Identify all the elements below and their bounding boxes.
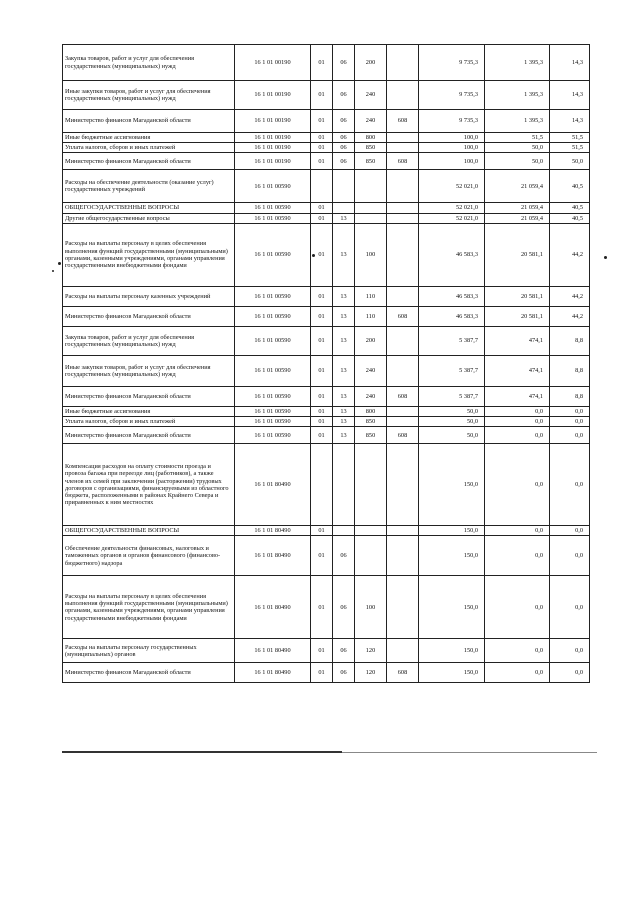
row-target-article: 16 1 01 00190	[235, 153, 311, 170]
row-planned-amount: 9 735,3	[419, 110, 485, 133]
row-subsection: 06	[333, 639, 355, 663]
row-target-article: 16 1 01 80490	[235, 444, 311, 526]
row-subsection: 06	[333, 133, 355, 143]
row-executed-amount: 0,0	[485, 576, 550, 639]
row-target-article: 16 1 01 00590	[235, 203, 311, 213]
row-target-article: 16 1 01 80490	[235, 536, 311, 576]
row-chief-administrator	[387, 45, 419, 81]
row-section: 01	[311, 427, 333, 444]
row-target-article: 16 1 01 00190	[235, 81, 311, 110]
row-execution-percent: 0,0	[550, 536, 590, 576]
row-subsection: 13	[333, 326, 355, 355]
row-subsection: 13	[333, 417, 355, 427]
row-target-article: 16 1 01 80490	[235, 576, 311, 639]
row-planned-amount: 52 021,0	[419, 203, 485, 213]
row-name: Министерство финансов Магаданской области	[63, 663, 235, 683]
scan-speck-left-2	[52, 270, 54, 272]
row-section: 01	[311, 110, 333, 133]
row-expense-type	[355, 213, 387, 223]
row-executed-amount: 1 395,3	[485, 81, 550, 110]
row-section: 01	[311, 355, 333, 386]
row-subsection: 13	[333, 286, 355, 306]
row-executed-amount: 474,1	[485, 326, 550, 355]
row-section	[311, 444, 333, 526]
row-executed-amount: 0,0	[485, 639, 550, 663]
row-chief-administrator	[387, 355, 419, 386]
row-execution-percent: 44,2	[550, 306, 590, 326]
row-target-article: 16 1 01 00590	[235, 427, 311, 444]
row-planned-amount: 9 735,3	[419, 81, 485, 110]
row-planned-amount: 50,0	[419, 406, 485, 416]
row-planned-amount: 5 387,7	[419, 386, 485, 406]
row-target-article: 16 1 01 00590	[235, 286, 311, 306]
row-section: 01	[311, 45, 333, 81]
row-chief-administrator	[387, 223, 419, 286]
row-chief-administrator	[387, 170, 419, 203]
row-executed-amount: 20 581,1	[485, 223, 550, 286]
row-expense-type: 120	[355, 639, 387, 663]
row-chief-administrator: 608	[387, 427, 419, 444]
row-expense-type: 110	[355, 306, 387, 326]
row-target-article: 16 1 01 00190	[235, 110, 311, 133]
row-expense-type: 800	[355, 133, 387, 143]
table-row	[63, 203, 590, 213]
row-execution-percent: 0,0	[550, 406, 590, 416]
table-row	[63, 213, 590, 223]
row-planned-amount: 150,0	[419, 536, 485, 576]
row-name: ОБЩЕГОСУДАРСТВЕННЫЕ ВОПРОСЫ	[63, 203, 235, 213]
row-executed-amount: 0,0	[485, 406, 550, 416]
row-execution-percent: 0,0	[550, 576, 590, 639]
table-row	[63, 45, 590, 81]
row-section: 01	[311, 223, 333, 286]
row-section: 01	[311, 81, 333, 110]
row-chief-administrator: 608	[387, 306, 419, 326]
row-expense-type: 240	[355, 81, 387, 110]
row-subsection: 06	[333, 576, 355, 639]
table-row	[63, 386, 590, 406]
table-row	[63, 406, 590, 416]
table-row	[63, 133, 590, 143]
row-subsection: 06	[333, 45, 355, 81]
row-name: Другие общегосударственные вопросы	[63, 213, 235, 223]
row-section: 01	[311, 306, 333, 326]
row-executed-amount: 1 395,3	[485, 45, 550, 81]
row-expense-type: 850	[355, 417, 387, 427]
row-planned-amount: 52 021,0	[419, 213, 485, 223]
row-target-article: 16 1 01 00590	[235, 406, 311, 416]
table-row	[63, 663, 590, 683]
row-name: Обеспечение деятельности финансовых, налоговых и таможенных органов и органов финансового (финансово-бюджетного) надзора	[63, 536, 235, 576]
row-section: 01	[311, 203, 333, 213]
row-execution-percent: 44,2	[550, 286, 590, 306]
row-section: 01	[311, 536, 333, 576]
row-target-article: 16 1 01 00590	[235, 213, 311, 223]
row-expense-type: 240	[355, 386, 387, 406]
row-name: Иные бюджетные ассигнования	[63, 406, 235, 416]
row-name: Закупка товаров, работ и услуг для обеспечения государственных (муниципальных) нужд	[63, 45, 235, 81]
row-expense-type	[355, 536, 387, 576]
row-subsection	[333, 203, 355, 213]
row-target-article: 16 1 01 00190	[235, 133, 311, 143]
row-name: Расходы на обеспечение деятельности (оказание услуг) государственных учреждений	[63, 170, 235, 203]
row-subsection	[333, 526, 355, 536]
row-target-article: 16 1 01 00190	[235, 143, 311, 153]
row-execution-percent: 8,8	[550, 355, 590, 386]
row-execution-percent: 40,5	[550, 213, 590, 223]
row-executed-amount: 0,0	[485, 526, 550, 536]
row-subsection: 13	[333, 306, 355, 326]
row-chief-administrator	[387, 81, 419, 110]
row-executed-amount: 474,1	[485, 355, 550, 386]
row-execution-percent: 14,3	[550, 45, 590, 81]
row-section: 01	[311, 286, 333, 306]
row-expense-type: 240	[355, 355, 387, 386]
row-execution-percent: 8,8	[550, 386, 590, 406]
row-chief-administrator	[387, 143, 419, 153]
row-name: Расходы на выплаты персоналу в целях обеспечения выполнения функций государственными (муниципальными) органами, казенными учреждениями, органами управления государственными внебюджетными фондами	[63, 576, 235, 639]
row-execution-percent: 0,0	[550, 444, 590, 526]
row-executed-amount: 20 581,1	[485, 286, 550, 306]
table-row	[63, 326, 590, 355]
row-subsection: 13	[333, 223, 355, 286]
row-section: 01	[311, 526, 333, 536]
row-executed-amount: 50,0	[485, 153, 550, 170]
row-expense-type: 200	[355, 45, 387, 81]
row-planned-amount: 150,0	[419, 663, 485, 683]
row-planned-amount: 9 735,3	[419, 45, 485, 81]
table-row	[63, 143, 590, 153]
row-chief-administrator	[387, 639, 419, 663]
page-bottom-rule-faint	[342, 752, 597, 753]
row-planned-amount: 5 387,7	[419, 326, 485, 355]
row-executed-amount: 0,0	[485, 427, 550, 444]
table-row	[63, 639, 590, 663]
row-expense-type	[355, 526, 387, 536]
row-name: Министерство финансов Магаданской области	[63, 386, 235, 406]
row-planned-amount: 100,0	[419, 153, 485, 170]
row-target-article: 16 1 01 80490	[235, 663, 311, 683]
row-target-article: 16 1 01 00590	[235, 326, 311, 355]
row-expense-type: 100	[355, 576, 387, 639]
row-subsection: 06	[333, 663, 355, 683]
row-target-article: 16 1 01 00590	[235, 170, 311, 203]
table-row	[63, 286, 590, 306]
row-section: 01	[311, 153, 333, 170]
row-name: Иные бюджетные ассигнования	[63, 133, 235, 143]
row-chief-administrator	[387, 526, 419, 536]
row-chief-administrator	[387, 213, 419, 223]
row-target-article: 16 1 01 00590	[235, 306, 311, 326]
row-name: Министерство финансов Магаданской области	[63, 306, 235, 326]
row-planned-amount: 100,0	[419, 143, 485, 153]
row-execution-percent: 40,5	[550, 203, 590, 213]
row-chief-administrator: 608	[387, 663, 419, 683]
row-name: Компенсация расходов на оплату стоимости проезда и провоза багажа при переезде лиц (работников), а также членов их семей при заключении (расторжении) трудовых договоров с организациями, финансируемыми из областного бюджета, расположенными в районах Крайнего Севера и приравненных к ним местностях	[63, 444, 235, 526]
row-executed-amount: 0,0	[485, 663, 550, 683]
row-target-article: 16 1 01 80490	[235, 639, 311, 663]
table-row	[63, 223, 590, 286]
row-section: 01	[311, 639, 333, 663]
row-expense-type: 850	[355, 427, 387, 444]
row-section	[311, 170, 333, 203]
row-name: Иные закупки товаров, работ и услуг для обеспечения государственных (муниципальных) нужд	[63, 81, 235, 110]
row-execution-percent: 0,0	[550, 427, 590, 444]
row-section: 01	[311, 386, 333, 406]
row-name: Министерство финансов Магаданской области	[63, 153, 235, 170]
table-row	[63, 81, 590, 110]
row-subsection: 06	[333, 536, 355, 576]
scan-speck-right	[604, 256, 607, 259]
row-execution-percent: 51,5	[550, 133, 590, 143]
row-execution-percent: 0,0	[550, 526, 590, 536]
row-chief-administrator	[387, 536, 419, 576]
row-execution-percent: 50,0	[550, 153, 590, 170]
row-execution-percent: 40,5	[550, 170, 590, 203]
row-chief-administrator	[387, 576, 419, 639]
row-execution-percent: 44,2	[550, 223, 590, 286]
row-section: 01	[311, 326, 333, 355]
row-section: 01	[311, 133, 333, 143]
row-planned-amount: 150,0	[419, 576, 485, 639]
row-chief-administrator	[387, 203, 419, 213]
row-executed-amount: 21 059,4	[485, 213, 550, 223]
row-target-article: 16 1 01 00590	[235, 223, 311, 286]
row-section: 01	[311, 417, 333, 427]
row-expense-type: 100	[355, 223, 387, 286]
scan-speck-left	[58, 262, 61, 265]
row-executed-amount: 21 059,4	[485, 203, 550, 213]
row-chief-administrator	[387, 444, 419, 526]
row-name: Закупка товаров, работ и услуг для обеспечения государственных (муниципальных) нужд	[63, 326, 235, 355]
row-expense-type	[355, 444, 387, 526]
row-execution-percent: 14,3	[550, 110, 590, 133]
row-expense-type: 120	[355, 663, 387, 683]
row-name: ОБЩЕГОСУДАРСТВЕННЫЕ ВОПРОСЫ	[63, 526, 235, 536]
row-chief-administrator: 608	[387, 386, 419, 406]
row-chief-administrator	[387, 326, 419, 355]
row-execution-percent: 8,8	[550, 326, 590, 355]
table-row	[63, 536, 590, 576]
row-subsection	[333, 170, 355, 203]
row-planned-amount: 46 583,3	[419, 286, 485, 306]
row-planned-amount: 46 583,3	[419, 306, 485, 326]
row-subsection: 13	[333, 213, 355, 223]
row-target-article: 16 1 01 00590	[235, 417, 311, 427]
row-section: 01	[311, 406, 333, 416]
row-executed-amount: 50,0	[485, 143, 550, 153]
row-planned-amount: 52 021,0	[419, 170, 485, 203]
row-subsection: 13	[333, 355, 355, 386]
row-name: Расходы на выплаты персоналу казенных учреждений	[63, 286, 235, 306]
row-expense-type: 110	[355, 286, 387, 306]
row-planned-amount: 100,0	[419, 133, 485, 143]
row-name: Расходы на выплаты персоналу в целях обеспечения выполнения функций государственными (муниципальными) органами, казенными учреждениями, органами управления государственными внебюджетными фондами	[63, 223, 235, 286]
row-planned-amount: 5 387,7	[419, 355, 485, 386]
row-execution-percent: 0,0	[550, 417, 590, 427]
row-executed-amount: 0,0	[485, 417, 550, 427]
budget-execution-table	[62, 44, 590, 683]
row-execution-percent: 51,5	[550, 143, 590, 153]
row-chief-administrator: 608	[387, 153, 419, 170]
row-name: Министерство финансов Магаданской области	[63, 110, 235, 133]
row-executed-amount: 51,5	[485, 133, 550, 143]
scan-speck-mid	[312, 254, 315, 257]
row-chief-administrator: 608	[387, 110, 419, 133]
row-chief-administrator	[387, 286, 419, 306]
row-planned-amount: 46 583,3	[419, 223, 485, 286]
row-subsection: 06	[333, 143, 355, 153]
row-executed-amount: 0,0	[485, 536, 550, 576]
row-subsection: 13	[333, 386, 355, 406]
row-target-article: 16 1 01 00190	[235, 45, 311, 81]
row-expense-type: 240	[355, 110, 387, 133]
row-section: 01	[311, 576, 333, 639]
table-row	[63, 355, 590, 386]
row-name: Уплата налогов, сборов и иных платежей	[63, 417, 235, 427]
table-row	[63, 427, 590, 444]
row-target-article: 16 1 01 00590	[235, 386, 311, 406]
table-row	[63, 417, 590, 427]
table-row	[63, 170, 590, 203]
row-target-article: 16 1 01 80490	[235, 526, 311, 536]
row-planned-amount: 50,0	[419, 427, 485, 444]
row-section: 01	[311, 663, 333, 683]
row-chief-administrator	[387, 406, 419, 416]
row-planned-amount: 50,0	[419, 417, 485, 427]
row-executed-amount: 1 395,3	[485, 110, 550, 133]
row-subsection: 13	[333, 406, 355, 416]
row-name: Расходы на выплаты персоналу государственных (муниципальных) органов	[63, 639, 235, 663]
row-section: 01	[311, 143, 333, 153]
row-expense-type: 800	[355, 406, 387, 416]
row-execution-percent: 14,3	[550, 81, 590, 110]
row-execution-percent: 0,0	[550, 639, 590, 663]
row-executed-amount: 474,1	[485, 386, 550, 406]
row-subsection: 06	[333, 110, 355, 133]
row-planned-amount: 150,0	[419, 526, 485, 536]
table-row	[63, 526, 590, 536]
table-row	[63, 444, 590, 526]
row-subsection	[333, 444, 355, 526]
table-body	[63, 45, 590, 683]
row-name: Иные закупки товаров, работ и услуг для обеспечения государственных (муниципальных) нужд	[63, 355, 235, 386]
row-name: Уплата налогов, сборов и иных платежей	[63, 143, 235, 153]
row-expense-type: 850	[355, 153, 387, 170]
page-bottom-rule	[62, 751, 342, 753]
table-row	[63, 306, 590, 326]
table-row	[63, 110, 590, 133]
row-target-article: 16 1 01 00590	[235, 355, 311, 386]
row-planned-amount: 150,0	[419, 639, 485, 663]
row-execution-percent: 0,0	[550, 663, 590, 683]
row-executed-amount: 21 059,4	[485, 170, 550, 203]
row-chief-administrator	[387, 417, 419, 427]
table-row	[63, 576, 590, 639]
row-expense-type: 200	[355, 326, 387, 355]
table-row	[63, 153, 590, 170]
row-subsection: 13	[333, 427, 355, 444]
row-executed-amount: 0,0	[485, 444, 550, 526]
row-name: Министерство финансов Магаданской области	[63, 427, 235, 444]
row-subsection: 06	[333, 153, 355, 170]
row-expense-type	[355, 203, 387, 213]
row-expense-type: 850	[355, 143, 387, 153]
row-executed-amount: 20 581,1	[485, 306, 550, 326]
row-subsection: 06	[333, 81, 355, 110]
row-planned-amount: 150,0	[419, 444, 485, 526]
row-expense-type	[355, 170, 387, 203]
row-section: 01	[311, 213, 333, 223]
row-chief-administrator	[387, 133, 419, 143]
